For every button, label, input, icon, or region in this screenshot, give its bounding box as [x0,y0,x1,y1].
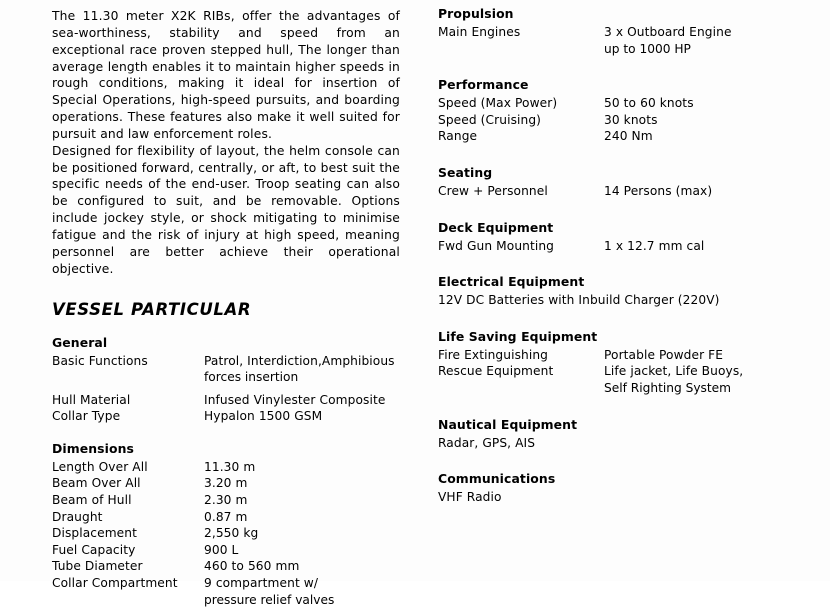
spec-value: 50 to 60 knots [604,96,694,111]
spec-row [52,525,400,542]
spec-label: Range [438,129,478,144]
spec-value-continued: up to 1000 HP [604,41,691,56]
spec-value: 1 x 12.7 mm cal [604,238,705,253]
spacer [52,369,204,386]
spec-label: Fwd Gun Mounting [438,238,555,253]
spec-label: Length Over All [52,459,148,474]
spec-value-continued: pressure relief valves [204,592,335,607]
spec-value-continued: Self Righting System [604,380,732,395]
spec-row [438,95,798,112]
spec-label: Hull Material [52,392,131,407]
spec-row [438,183,798,200]
group-propulsion [438,6,798,57]
spec-value: 460 to 560 mm [204,559,300,574]
group-life-saving-equipment [438,329,798,397]
spec-value: 14 Persons (max) [604,183,713,198]
spec-row [438,24,798,41]
spec-row [52,509,400,526]
right-column [438,6,798,506]
spec-row [52,392,400,409]
spec-label: Rescue Equipment [438,364,554,379]
spec-row [52,542,400,559]
spec-value: 900 L [204,542,239,557]
group-nautical-equipment [438,417,798,452]
group-title-nautical-equipment: Nautical Equipment [438,416,578,432]
communications-text: VHF Radio [438,490,502,505]
spec-row [438,112,798,129]
group-deck-equipment [438,220,798,255]
group-performance [438,77,798,145]
group-seating [438,165,798,200]
group-communications [438,471,798,506]
electrical-equipment-text: 12V DC Batteries with Inbuild Charger (220V) [438,293,720,308]
group-title-propulsion: Propulsion [438,6,514,21]
group-general [52,335,400,425]
spec-value: 0.87 m [204,509,248,524]
spec-value: 2,550 kg [204,526,259,541]
spec-value: Patrol, Interdiction,Amphibious [204,353,395,368]
spec-label: Fire Extinguishing [438,347,548,362]
spec-row [438,363,798,380]
spec-label: Draught [52,509,103,524]
spec-value: Infused Vinylester Composite [204,392,386,407]
spec-label: Main Engines [438,25,521,39]
spec-row [438,238,798,255]
spec-value: 9 compartment w/ [204,576,319,591]
spec-row [52,558,400,575]
group-title-communications: Communications [438,471,556,487]
spec-label: Crew + Personnel [438,183,548,198]
spacer [438,41,604,58]
spec-row-continuation [52,369,400,386]
spec-label: Collar Compartment [52,576,178,591]
spec-label: Fuel Capacity [52,542,136,557]
spec-value: 240 Nm [604,129,653,144]
spec-value: 30 knots [604,112,658,127]
spec-label: Beam of Hull [52,493,132,508]
spec-label: Collar Type [52,409,121,424]
spec-label: Tube Diameter [52,559,143,574]
spacer [438,380,604,397]
spec-label: Beam Over All [52,476,141,491]
spec-row [52,459,400,476]
spec-row [52,475,400,492]
spec-value: Hypalon 1500 GSM [204,409,323,424]
spec-row-continuation [52,592,400,608]
spec-row [52,353,400,370]
spec-value: 3 x Outboard Engine [604,25,732,39]
spec-label: Displacement [52,526,137,541]
spec-label: Speed (Max Power) [438,96,558,111]
spec-row [52,575,400,592]
spec-value-continued: forces insertion [204,370,299,385]
spec-label: Speed (Cruising) [438,112,542,127]
spec-value: 3.20 m [204,476,248,491]
group-title-seating: Seating [438,164,493,180]
spec-row [52,492,400,509]
spacer [52,592,204,608]
group-title-general: General [52,334,108,350]
group-title-dimensions: Dimensions [52,440,134,456]
nautical-equipment-text: Radar, GPS, AIS [438,435,536,450]
group-title-life-saving-equipment: Life Saving Equipment [438,328,598,344]
spec-row [438,347,798,364]
spec-row-continuation [438,380,798,397]
group-electrical-equipment [438,274,798,309]
spec-value: Life jacket, Life Buoys, [604,364,744,379]
left-column [52,8,400,608]
spec-value: Portable Powder FE [604,347,724,362]
group-dimensions [52,441,400,608]
vessel-particular-heading: VESSEL PARTICULAR [52,299,252,319]
intro-paragraph-1: The 11.30 meter X2K RIBs, offer the advantages of sea-worthiness, stability and speed from an exceptional race proven stepped hull, The longer than average length enables it to maintain higher speeds in rough conditions, making it ideal for insertion of Special Operations, high-speed pursuits, and boarding operations. These features also make it well suited for pursuit and law enforcement roles. [52,9,400,141]
spec-value: 2.30 m [204,493,248,508]
spec-value: 11.30 m [204,459,256,474]
intro-paragraph-2: Designed for flexibility of layout, the helm console can be positioned forward, centrally, or aft, to best suit the specific needs of the end-user. Troop seating can also be configured to suit, and be removable. Options include jockey style, or shock mitigating to minimise fatigue and the risk of injury at high speed, meaning personnel are better achieve their operational objective. [52,143,400,276]
group-title-performance: Performance [438,77,529,93]
spec-row-continuation [438,41,798,58]
group-title-electrical-equipment: Electrical Equipment [438,274,585,290]
spec-row [438,128,798,145]
spec-row [52,408,400,425]
group-title-deck-equipment: Deck Equipment [438,219,554,235]
spec-label: Basic Functions [52,353,148,368]
